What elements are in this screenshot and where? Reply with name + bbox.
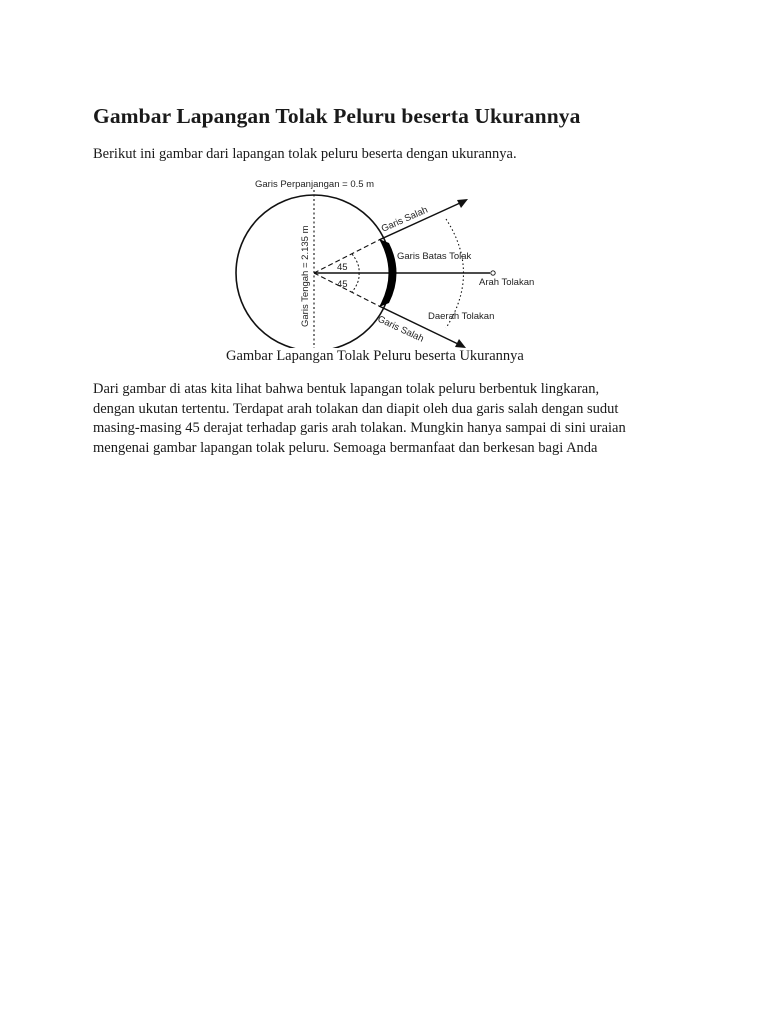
- label-angle-upper: 45: [337, 262, 348, 273]
- direction-end-marker: [491, 271, 495, 275]
- label-garis-salah-upper: Garis Salah: [379, 204, 430, 235]
- body-line: dengan ukutan tertentu. Terdapat arah tolakan dan diapit oleh dua garis salah dengan sudut: [93, 400, 619, 417]
- angle-arc-lower: [352, 273, 359, 292]
- article-title: Gambar Lapangan Tolak Peluru beserta Ukurannya: [93, 104, 581, 128]
- label-daerah-tolakan: Daerah Tolakan: [428, 311, 495, 322]
- shot-put-field-diagram: [228, 172, 548, 348]
- body-paragraph: [93, 380, 693, 458]
- intro-paragraph: Berikut ini gambar dari lapangan tolak peluru beserta dengan ukurannya.: [93, 146, 517, 162]
- body-line: masing-masing 45 derajat terhadap garis arah tolakan. Mungkin hanya sampai di sini uraian: [93, 420, 626, 436]
- label-garis-perpanjangan: Garis Perpanjangan = 0.5 m: [255, 179, 375, 190]
- figure-caption: Gambar Lapangan Tolak Peluru beserta Ukurannya: [226, 348, 524, 364]
- diagram-svg: [228, 172, 548, 348]
- body-line: Dari gambar di atas kita lihat bahwa bentuk lapangan tolak peluru berbentuk lingkaran,: [93, 381, 600, 397]
- label-garis-tengah: Garis Tengah = 2.135 m: [300, 225, 311, 327]
- label-garis-salah-lower: Garis Salah: [375, 313, 426, 345]
- label-angle-lower: 45: [337, 279, 348, 290]
- label-garis-batas-tolak: Garis Batas Tolak: [397, 251, 472, 262]
- angle-arc-upper: [352, 254, 359, 273]
- body-line: mengenai gambar lapangan tolak peluru. Semoaga bermanfaat dan berkesan bagi Anda: [93, 439, 598, 456]
- label-arah-tolakan: Arah Tolakan: [479, 277, 535, 288]
